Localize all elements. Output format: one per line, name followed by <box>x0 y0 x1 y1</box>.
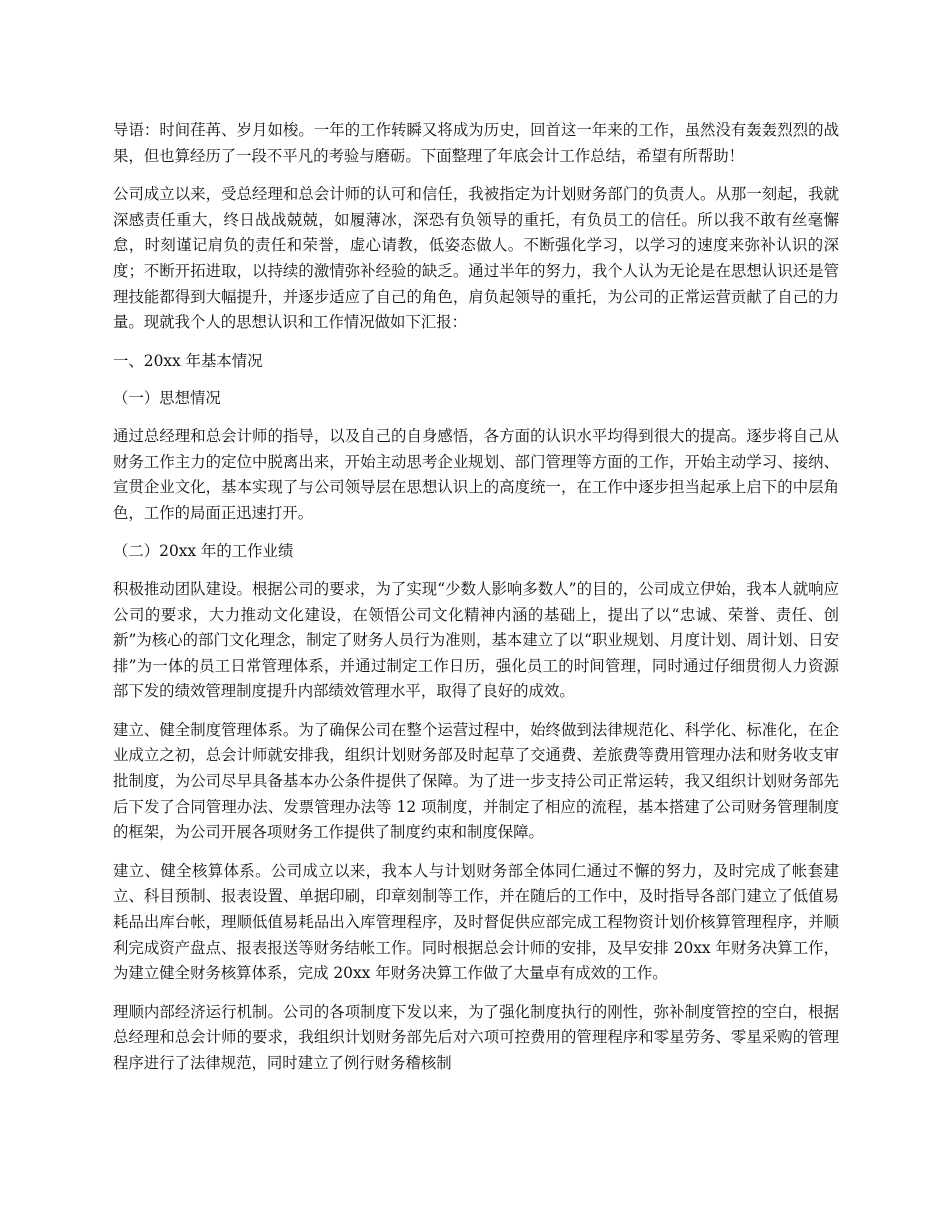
document-body <box>113 118 839 1090</box>
subsection-heading: （一）思想情况 <box>113 389 221 408</box>
body-paragraph: 建立、健全核算体系。公司成立以来，我本人与计划财务部全体同仁通过不懈的努力，及时完成了帐套建立、科目预制、报表设置、单据印刷，印章刻制等工作，并在随后的工作中，及时指导各部门建立了低值易耗品出库台帐，理顺低值易耗品出入库管理程序，及时督促供应部完成工程物资计划价核算管理程序，并顺利完成资产盘点、报表报送等财务结帐工作。同时根据总会计师的安排，及早安排 20xx 年财务决算工作，为建立健全财务核算体系，完成 20xx 年财务决算工作做了大量卓有成效的工作。 <box>113 861 839 983</box>
body-paragraph: 积极推动团队建设。根据公司的要求，为了实现“少数人影响多数人”的目的，公司成立伊始，我本人就响应公司的要求，大力推动文化建设，在领悟公司文化精神内涵的基础上，提出了以“忠诚、荣誉、责任、创新”为核心的部门文化理念，制定了财务人员行为准则，基本建立了以“职业规划、月度计划、周计划、日安排”为一体的员工日常管理体系，并通过制定工作日历，强化员工的时间管理，同时通过仔细贯彻人力资源部下发的绩效管理制度提升内部绩效管理水平，取得了良好的成效。 <box>113 579 839 701</box>
body-paragraph: 理顺内部经济运行机制。公司的各项制度下发以来，为了强化制度执行的刚性，弥补制度管控的空白，根据总经理和总会计师的要求，我组织计划财务部先后对六项可控费用的管理程序和零星劳务、零星采购的管理程序进行了法律规范，同时建立了例行财务稽核制 <box>113 1002 839 1072</box>
section-heading: 一、20xx 年基本情况 <box>113 351 263 370</box>
body-paragraph: 公司成立以来，受总经理和总会计师的认可和信任，我被指定为计划财务部门的负责人。从那一刻起，我就深感责任重大，终日战战兢兢，如履薄冰，深恐有负领导的重托，有负员工的信任。所以我不敢有丝毫懈怠，时刻谨记肩负的责任和荣誉，虚心请教，低姿态做人。不断强化学习，以学习的速度来弥补认识的深度；不断开拓进取，以持续的激情弥补经验的缺乏。通过半年的努力，我个人认为无论是在思想认识还是管理技能都得到大幅提升，并逐步适应了自己的角色，肩负起领导的重托，为公司的正常运营贡献了自己的力量。现就我个人的思想认识和工作情况做如下汇报： <box>113 185 839 332</box>
subsection-heading: （二）20xx 年的工作业绩 <box>113 542 294 561</box>
intro-paragraph: 导语：时间荏苒、岁月如梭。一年的工作转瞬又将成为历史，回首这一年来的工作，虽然没有轰轰烈烈的战果，但也算经历了一段不平凡的考验与磨砺。下面整理了年底会计工作总结，希望有所帮助！ <box>113 121 839 165</box>
body-paragraph: 通过总经理和总会计师的指导，以及自己的自身感悟，各方面的认识水平均得到很大的提高。逐步将自己从财务工作主力的定位中脱离出来，开始主动思考企业规划、部门管理等方面的工作，开始主动学习、接纳、宣贯企业文化，基本实现了与公司领导层在思想认识上的高度统一，在工作中逐步担当起承上启下的中层角色，工作的局面正迅速打开。 <box>113 426 839 522</box>
body-paragraph: 建立、健全制度管理体系。为了确保公司在整个运营过程中，始终做到法律规范化、科学化、标准化，在企业成立之初，总会计师就安排我，组织计划财务部及时起草了交通费、差旅费等费用管理办法和财务收支审批制度，为公司尽早具备基本办公条件提供了保障。为了进一步支持公司正常运转，我又组织计划财务部先后下发了合同管理办法、发票管理办法等 12 项制度，并制定了相应的流程，基本搭建了公司财务管理制度的框架，为公司开展各项财务工作提供了制度约束和制度保障。 <box>113 720 839 842</box>
